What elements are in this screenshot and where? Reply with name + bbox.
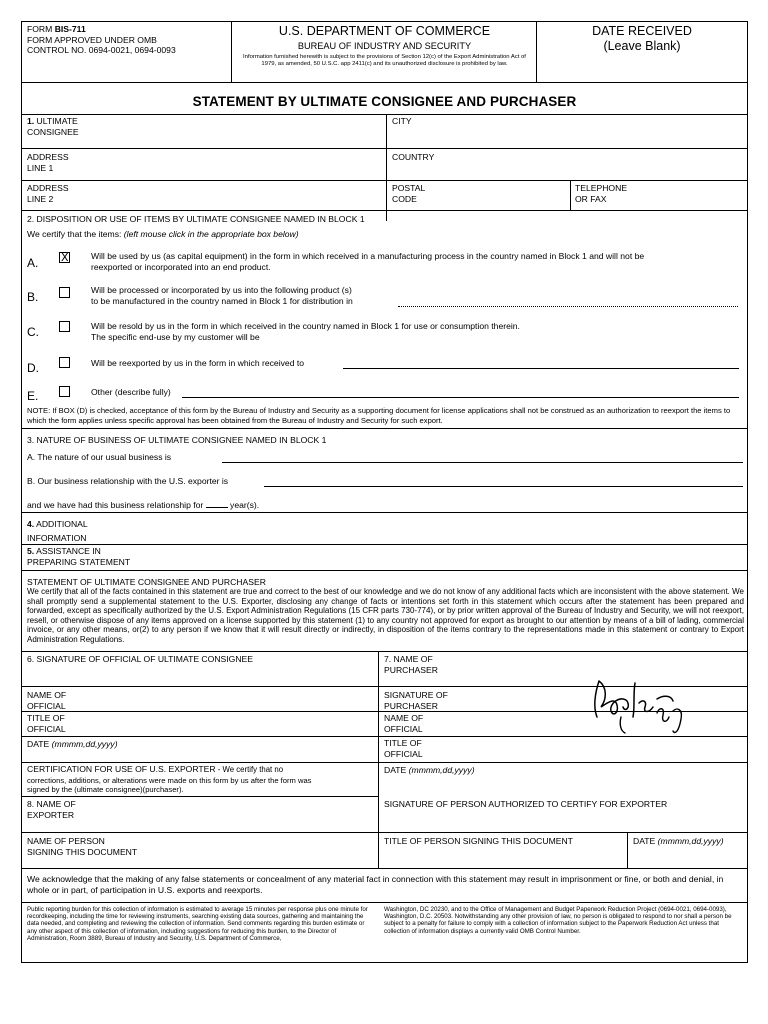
title-of-person-field[interactable]	[384, 848, 624, 864]
option-b-distribution-field[interactable]	[398, 306, 738, 307]
statement-heading: STATEMENT OF ULTIMATE CONSIGNEE AND PURCHASER	[27, 577, 266, 587]
option-d-letter: D.	[27, 361, 39, 375]
block2-certify: We certify that the items: (left mouse click in the appropriate box below)	[27, 229, 299, 239]
date-label: DATE (mmmm,dd,yyyy)	[27, 739, 118, 749]
authorized-signature-label: SIGNATURE OF PERSON AUTHORIZED TO CERTIFY FOR EXPORTER	[384, 799, 668, 809]
name-of-official-label: NAME OF OFFICIAL	[27, 690, 67, 711]
postal-code-field[interactable]	[432, 182, 567, 210]
address-line1-label: ADDRESS LINE 1	[27, 152, 69, 173]
city-label: CITY	[392, 116, 412, 126]
option-c-text: Will be resold by us in the form in which received in the country named in Block 1 for use or consumption therein. The specific end-use by my customer will be	[91, 321, 520, 342]
purchaser-title-of-official-label: TITLE OF OFFICIAL	[384, 738, 423, 759]
purchaser-title-of-official-field[interactable]	[442, 738, 742, 760]
option-e-checkbox[interactable]	[59, 386, 70, 397]
option-b-text: Will be processed or incorporated by us into the following product (s) to be manufactured in the country named in Block 1 for distribution in	[91, 285, 353, 306]
option-b-letter: B.	[27, 290, 39, 304]
block2-note: NOTE: If BOX (D) is checked, acceptance of this form by the Bureau of Industry and Security as a supporting document for license applications shall not be construed as an authorization to reexport the items to which the form applies unless specific approval has been obtained from the Bureau of Industry and Security for such export.	[27, 406, 731, 425]
confidentiality-note: Information furnished herewith is subject to the provisions of Section 12(c) of the Export Administration Act of 1979, as amended, 50 U.S.C. app 2411(c) and its unauthorized disclosure is prohibited by law.	[243, 54, 526, 67]
name-of-person-label: NAME OF PERSON SIGNING THIS DOCUMENT	[27, 836, 138, 857]
block2-heading: 2. DISPOSITION OR USE OF ITEMS BY ULTIMATE CONSIGNEE NAMED IN BLOCK 1	[27, 214, 365, 224]
country-field[interactable]	[442, 150, 742, 178]
option-d-destination-field[interactable]	[343, 368, 739, 369]
assistance-field[interactable]	[142, 545, 742, 567]
option-e-letter: E.	[27, 389, 39, 403]
final-date-field[interactable]	[633, 848, 743, 864]
exporter-date-label: DATE (mmmm,dd,yyyy)	[384, 765, 475, 775]
block5-label: 5. ASSISTANCE IN PREPARING STATEMENT	[27, 546, 131, 567]
telephone-label: TELEPHONE OR FAX	[575, 183, 628, 204]
title-of-official-field[interactable]	[82, 712, 372, 734]
purchaser-name-of-official-field[interactable]	[442, 712, 592, 734]
option-c-letter: C.	[27, 325, 39, 339]
option-a-text: Will be used by us (as capital equipment) in the form in which received in a manufacturing process in the country named in Block 1 and will not be reexported or incorporated into an end product.	[91, 251, 645, 272]
city-field[interactable]	[422, 118, 742, 146]
exporter-date-field[interactable]	[384, 778, 742, 794]
option-e-description-field[interactable]	[182, 397, 739, 398]
block3-years: and we have had this business relationship for year(s).	[27, 500, 260, 510]
block6-label: 6. SIGNATURE OF OFFICIAL OF ULTIMATE CONSIGNEE	[27, 654, 254, 664]
burden-statement-right: Washington, DC 20230, and to the Office of Management and Budget Paperwork Reduction Project (0694-0021, 0694-0093), Washington, D.C. 20503. Notwithstanding any other provision of law, no person is obligated to respond to nor shall a person be subject to a penalty for failure to comply with a collection of information subject to the Paperwork Reduction Act unless that collection of information displays a currently valid OMB Control Number.	[384, 906, 732, 935]
block4-label: 4. ADDITIONAL INFORMATION	[27, 519, 88, 543]
country-label: COUNTRY	[392, 152, 435, 162]
address-line2-label: ADDRESS LINE 2	[27, 183, 69, 204]
block3-relationship-field[interactable]	[264, 486, 743, 487]
additional-information-field[interactable]	[112, 514, 742, 544]
statement-text: We certify that all of the facts contained in this statement are true and correct to the best of our knowledge and we do not know of any additional facts which are inconsistent with the above statement. We shall promptly send a supplemental statement to the U.S. Exporter, disclosing any change of facts or intentions set forth in this statement which occurs after the statement has been prepared and forwarded, except as specifically authorized by the U.S. Export Administration Regulations (15 CFR parts 730-774), or by prior written approval of the Bureau of Industry and Security, we will not reexport, resell, or otherwise dispose of any items approved on a license supported by this statement (1) to any country not approved for export as brought to our attention by means of a bill of lading, commercial invoice, or any other means, or(2) to any person if we know that it will result directly or indirectly, in disposition of the items contrary to the representations made in this statement or contrary to Export Administration Regulations.	[27, 587, 744, 644]
bis-711-form	[21, 21, 748, 963]
option-d-checkbox[interactable]	[59, 357, 70, 368]
telephone-field[interactable]	[637, 182, 742, 210]
block3-relationship-label: B. Our business relationship with the U.S. exporter is	[27, 476, 229, 486]
title-of-official-label: TITLE OF OFFICIAL	[27, 713, 66, 734]
authorized-signature-field[interactable]	[384, 812, 742, 830]
option-a-letter: A.	[27, 256, 39, 270]
name-of-person-field[interactable]	[172, 834, 372, 864]
option-d-text: Will be reexported by us in the form in which received to	[91, 358, 305, 368]
address-line2-field[interactable]	[82, 182, 382, 210]
purchaser-name-of-official-label: NAME OF OFFICIAL	[384, 713, 424, 734]
option-b-checkbox[interactable]	[59, 287, 70, 298]
consignee-date-field[interactable]	[162, 738, 372, 760]
block3-heading: 3. NATURE OF BUSINESS OF ULTIMATE CONSIGNEE NAMED IN BLOCK 1	[27, 435, 327, 445]
block3-nature-field[interactable]	[222, 462, 743, 463]
exporter-name-field[interactable]	[92, 798, 372, 830]
bureau-name: BUREAU OF INDUSTRY AND SECURITY	[297, 41, 472, 51]
handwritten-signature	[577, 673, 697, 739]
option-c-checkbox[interactable]	[59, 321, 70, 332]
block7-label: 7. NAME OF PURCHASER	[384, 654, 438, 675]
consignee-signature-field[interactable]	[27, 666, 372, 686]
exporter-certification: CERTIFICATION FOR USE OF U.S. EXPORTER - We certify that no corrections, additions, or alterations were made on this form by us after the form was signed by the (ultimate consignee)(purchaser).	[27, 764, 312, 794]
signature-of-purchaser-label: SIGNATURE OF PURCHASER	[384, 690, 448, 711]
option-a-checkbox[interactable]	[59, 252, 70, 263]
department-name: U.S. DEPARTMENT OF COMMERCE	[278, 24, 491, 38]
postal-code-label: POSTAL CODE	[392, 183, 426, 204]
block8-label: 8. NAME OF EXPORTER	[27, 799, 76, 820]
address-line1-field[interactable]	[82, 150, 382, 178]
form-id: FORM BIS-711 FORM APPROVED UNDER OMB CONTROL NO. 0694-0021, 0694-0093	[27, 24, 176, 55]
title-of-person-label: TITLE OF PERSON SIGNING THIS DOCUMENT	[384, 836, 573, 846]
final-date-label: DATE (mmmm,dd,yyyy)	[633, 836, 724, 846]
date-received-label: DATE RECEIVED	[592, 24, 692, 38]
leave-blank-label: (Leave Blank)	[603, 39, 681, 53]
ultimate-consignee-field[interactable]	[112, 118, 382, 146]
acknowledgement-text: We acknowledge that the making of any false statements or concealment of any material fact in connection with this statement may result in imprisonment or fine, or both and denial, in whole or in part, of participation in U.S. exports and reexports.	[27, 874, 724, 895]
option-e-text: Other (describe fully)	[91, 387, 171, 397]
block3-nature-label: A. The nature of our usual business is	[27, 452, 172, 462]
block3-years-field[interactable]	[206, 507, 228, 508]
burden-statement-left: Public reporting burden for this collection of information is estimated to average 15 minutes per response plus one minute for recordkeeping, including the time for reviewing instruments, searching existing data sources, gathering and maintaining the data needed, and completing and reviewing the collection of information. Send comments regarding this burden estimate or any other aspect of this collection of information, including suggestions for reducing this burden, to the Director of Administration, Room 3889, Bureau of Industry and Security, U.S. Department of Commerce,	[27, 906, 368, 942]
name-of-official-field[interactable]	[82, 688, 372, 708]
form-title: STATEMENT BY ULTIMATE CONSIGNEE AND PURCHASER	[192, 94, 577, 109]
ultimate-consignee-label: 1. ULTIMATE CONSIGNEE	[27, 116, 79, 137]
